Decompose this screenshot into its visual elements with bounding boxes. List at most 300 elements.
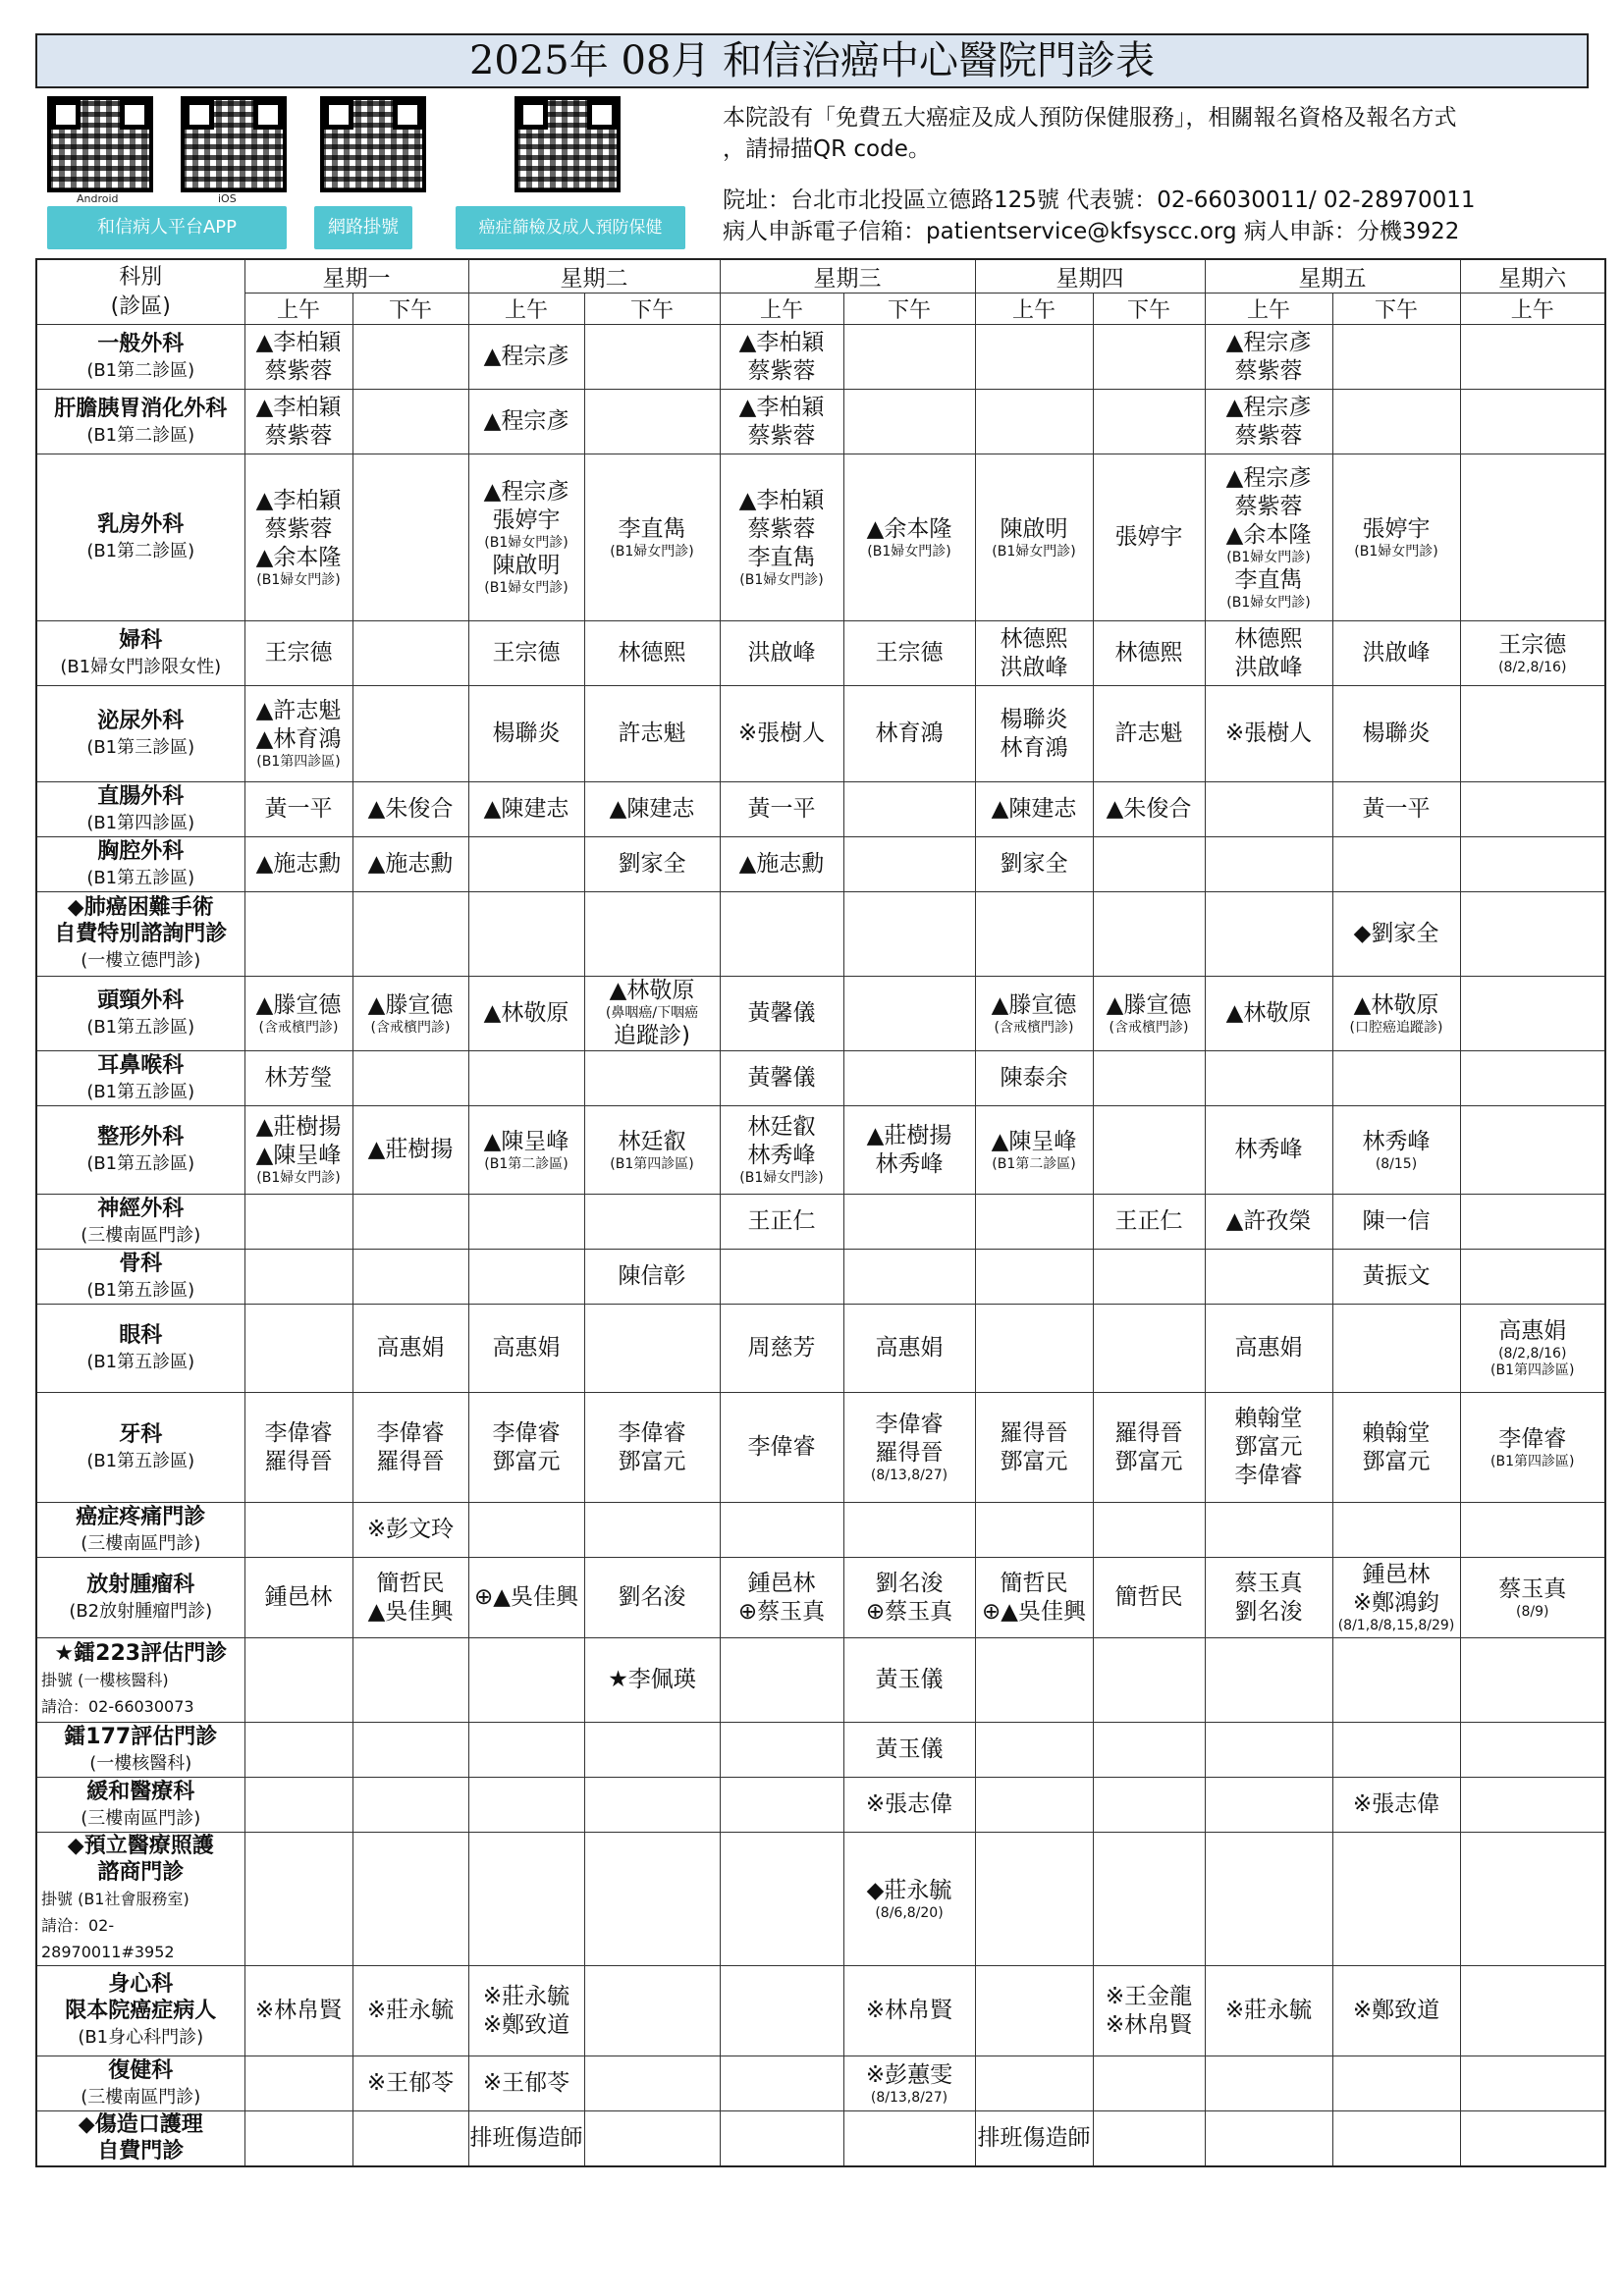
dept-name: 鐳177評估門診 (64, 1724, 218, 1749)
doctor-name: 李偉睿 (264, 1419, 333, 1446)
dept-location: (三樓南區門診) (81, 1532, 201, 1554)
doctor-name: 黃一平 (747, 796, 816, 822)
dept-name: ★鐳223評估門診 (54, 1641, 228, 1666)
doctor-name: ▲吳佳興 (367, 1598, 454, 1625)
slot-sat-am (1460, 1250, 1605, 1305)
schedule-row (36, 837, 1605, 892)
dept-name: 婦科 (119, 627, 163, 653)
doctor-name: ▲滕宣德 (1106, 991, 1192, 1018)
slot-sat-am (1460, 2056, 1605, 2111)
doctor-name: 林秀峰 (1234, 1137, 1303, 1162)
slot-thu-am (975, 2111, 1093, 2166)
doctor-name: 張婷宇 (492, 507, 561, 533)
slot-wed-am (720, 2056, 843, 2111)
slot-wed-am (720, 686, 843, 782)
schedule-row (36, 621, 1605, 686)
slot-note: (8/2,8/16) (1498, 1346, 1567, 1362)
slot-wed-pm (843, 1638, 975, 1723)
slot-fri-am (1205, 1106, 1332, 1195)
address-line: 院址：台北市北投區立德路125號 代表號：02-66030011/ 02-28970011 (723, 187, 1476, 213)
slot-fri-am (1205, 390, 1332, 454)
slot-mon-am (244, 390, 352, 454)
slot-tue-pm (584, 1966, 720, 2056)
slot-fri-am (1205, 621, 1332, 686)
slot-wed-am (720, 1250, 843, 1305)
dept-cell (36, 686, 244, 782)
slot-note: (B1第二診區) (484, 1155, 568, 1172)
doctor-name: ⊕蔡玉真 (865, 1598, 953, 1625)
doctor-name: ▲許志魁 (255, 698, 342, 723)
slot-tue-am (468, 1393, 584, 1503)
slot-mon-am (244, 621, 352, 686)
doctor-name: ▲程宗彥 (1225, 464, 1312, 491)
slot-tue-pm (584, 2111, 720, 2166)
slot-thu-am (975, 1778, 1093, 1833)
slot-fri-pm (1332, 390, 1460, 454)
slot-thu-am (975, 892, 1093, 977)
slot-wed-pm (843, 1778, 975, 1833)
slot-mon-am (244, 1106, 352, 1195)
slot-tue-pm (584, 2056, 720, 2111)
slot-tue-am (468, 782, 584, 837)
slot-note: (含戒檳門診) (258, 1019, 339, 1036)
dept-location: (B1第五診區) (86, 867, 195, 888)
doctor-name: 高惠娟 (492, 1335, 561, 1361)
doctor-name: 賴翰堂 (1234, 1406, 1303, 1431)
dept-name: 直腸外科 (97, 783, 185, 809)
doctor-name: 鄧富元 (492, 1448, 561, 1474)
schedule-row (36, 1638, 1605, 1723)
doctor-name: 林德熙 (1114, 640, 1183, 666)
slot-tue-pm (584, 1250, 720, 1305)
slot-wed-am (720, 1638, 843, 1723)
slot-thu-am (975, 1250, 1093, 1305)
slot-tue-am (468, 1833, 584, 1966)
doctor-name: ※張志偉 (1352, 1791, 1440, 1817)
dept-cell (36, 1250, 244, 1305)
slot-mon-pm (352, 325, 468, 390)
slot-tue-pm (584, 977, 720, 1051)
doctor-name: 排班傷造師 (977, 2124, 1091, 2151)
doctor-name: 林芳瑩 (264, 1065, 333, 1091)
slot-tue-am (468, 1250, 584, 1305)
doctor-name: ▲陳呈峰 (255, 1143, 342, 1168)
page-header (35, 88, 1589, 258)
slot-wed-am (720, 977, 843, 1051)
slot-fri-pm (1332, 454, 1460, 621)
dept-name: ◆傷造口護理 (78, 2112, 203, 2138)
doctor-name: ▲莊樹揚 (255, 1114, 342, 1140)
slot-thu-pm (1093, 1778, 1205, 1833)
doctor-name: 蔡紫蓉 (264, 357, 333, 384)
doctor-name: ※林帛賢 (1105, 2011, 1193, 2038)
dept-name: 頭頸外科 (97, 988, 185, 1013)
patient-app-button[interactable]: 和信病人平台APP (47, 206, 287, 249)
doctor-name: ▲李柏穎 (738, 329, 825, 355)
dept-cell (36, 1778, 244, 1833)
doctor-name: ▲莊樹揚 (866, 1122, 952, 1148)
slot-thu-pm (1093, 1393, 1205, 1503)
slot-mon-pm (352, 1966, 468, 2056)
dept-location: 請洽：02-28970011#3952 (41, 1916, 175, 1961)
slot-mon-pm (352, 837, 468, 892)
doctor-name: ▲林敬原 (483, 1000, 569, 1026)
slot-sat-am (1460, 1778, 1605, 1833)
dept-location: (B1身心科門診) (78, 2027, 204, 2048)
doctor-name: ▲程宗彥 (1225, 394, 1312, 420)
doctor-name: 王宗德 (1498, 631, 1567, 658)
slot-note: (口腔癌追蹤診) (1349, 1019, 1443, 1036)
slot-fri-am (1205, 1778, 1332, 1833)
dept-name: 胸腔外科 (97, 838, 185, 864)
slot-tue-pm (584, 390, 720, 454)
dept-name: 身心科 (108, 1972, 174, 1997)
dept-location: (一樓立德門診) (81, 950, 201, 971)
doctor-name: 蔡紫蓉 (264, 422, 333, 449)
doctor-name: 洪啟峰 (1234, 654, 1303, 680)
slot-fri-pm (1332, 1250, 1460, 1305)
slot-wed-pm (843, 2111, 975, 2166)
slot-note: (8/13,8/27) (870, 1468, 948, 1483)
slot-fri-pm (1332, 837, 1460, 892)
dept-cell (36, 325, 244, 390)
slot-note: (B1婦女門診) (484, 535, 568, 551)
slot-note: (B1第二診區) (992, 1155, 1076, 1172)
doctor-name: ⊕▲吳佳興 (982, 1598, 1086, 1625)
slot-mon-pm (352, 454, 468, 621)
slot-fri-am (1205, 686, 1332, 782)
android-app-qr-code[interactable] (47, 96, 153, 192)
doctor-name: 黃馨儀 (747, 1065, 816, 1091)
slot-fri-am (1205, 782, 1332, 837)
dept-location: 掛號 (一樓核醫科) (41, 1671, 169, 1689)
slot-tue-pm (584, 837, 720, 892)
slot-thu-am (975, 1966, 1093, 2056)
dept-location: (B1第五診區) (86, 1081, 195, 1102)
slot-mon-pm (352, 2056, 468, 2111)
slot-fri-pm (1332, 1393, 1460, 1503)
slot-tue-pm (584, 1305, 720, 1393)
slot-thu-am (975, 1195, 1093, 1250)
doctor-name: 簡哲民 (1000, 1570, 1068, 1596)
doctor-name: 蔡紫蓉 (747, 515, 816, 542)
doctor-name: ◆劉家全 (1353, 921, 1439, 946)
slot-note: (8/9) (1516, 1603, 1549, 1620)
cancer-screening-qr-code[interactable] (514, 96, 621, 192)
slot-note: (B1婦女門診) (739, 571, 824, 588)
doctor-name: ▲林育鴻 (255, 726, 342, 752)
doctor-name: 許志魁 (1114, 721, 1183, 746)
dept-location: (B1第五診區) (86, 1279, 195, 1301)
dept-name: ◆預立醫療照護 (67, 1834, 214, 1858)
slot-wed-am (720, 1305, 843, 1393)
slot-wed-pm (843, 1966, 975, 2056)
dept-cell (36, 1195, 244, 1250)
slot-mon-pm (352, 621, 468, 686)
slot-tue-pm (584, 454, 720, 621)
slot-thu-am (975, 1051, 1093, 1106)
doctor-name: 鄧富元 (1000, 1448, 1068, 1474)
slot-tue-am (468, 1638, 584, 1723)
dept-location: (B1第二診區) (86, 540, 195, 561)
notice-line-2: ，請掃描QR code。 (723, 136, 931, 162)
slot-fri-am (1205, 2111, 1332, 2166)
doctor-name: 蔡紫蓉 (1234, 357, 1303, 384)
slot-wed-pm (843, 782, 975, 837)
online-registration-qr-code[interactable] (320, 96, 426, 192)
doctor-name: 李直雋 (1234, 566, 1303, 593)
doctor-name: ▲余本隆 (1225, 521, 1312, 548)
notice-line-1: 本院設有「免費五大癌症及成人預防保健服務」，相關報名資格及報名方式 (723, 105, 1457, 131)
slot-fri-pm (1332, 1778, 1460, 1833)
dept-location: (B1第五診區) (86, 1450, 195, 1471)
day-header-thu: 星期四 (975, 259, 1205, 294)
doctor-name: ▲滕宣德 (255, 991, 342, 1018)
dept-location: (B1第三診區) (86, 736, 195, 758)
slot-mon-am (244, 1393, 352, 1503)
schedule-row (36, 325, 1605, 390)
slot-sat-am (1460, 621, 1605, 686)
doctor-name: ▲陳建志 (991, 796, 1077, 822)
am-header: 上午 (720, 294, 843, 325)
pm-header: 下午 (1332, 294, 1460, 325)
slot-tue-am (468, 1723, 584, 1778)
slot-tue-am (468, 686, 584, 782)
slot-wed-am (720, 1833, 843, 1966)
slot-wed-pm (843, 1195, 975, 1250)
schedule-row (36, 454, 1605, 621)
slot-thu-am (975, 325, 1093, 390)
slot-mon-am (244, 454, 352, 621)
slot-sat-am (1460, 1503, 1605, 1558)
doctor-name: ▲程宗彥 (483, 479, 569, 505)
doctor-name: 羅得晉 (264, 1448, 333, 1474)
slot-wed-am (720, 454, 843, 621)
doctor-name: 李偉睿 (492, 1419, 561, 1446)
slot-fri-am (1205, 1305, 1332, 1393)
slot-thu-am (975, 837, 1093, 892)
dept-cell (36, 2111, 244, 2166)
doctor-name: 蔡紫蓉 (1234, 422, 1303, 449)
slot-wed-pm (843, 1106, 975, 1195)
doctor-name: ※張樹人 (737, 721, 826, 746)
dept-name: 肝膽胰胃消化外科 (54, 396, 228, 421)
slot-wed-pm (843, 1503, 975, 1558)
dept-name: 泌尿外科 (97, 708, 185, 733)
dept-cell (36, 782, 244, 837)
dept-name: 癌症疼痛門診 (76, 1504, 206, 1529)
cancer-screening-button[interactable]: 癌症篩檢及成人預防保健 (456, 206, 685, 249)
dept-location: (一樓核醫科) (89, 1752, 192, 1774)
slot-sat-am (1460, 892, 1605, 977)
doctor-name: 李偉睿 (618, 1419, 686, 1446)
slot-thu-pm (1093, 2056, 1205, 2111)
doctor-name: 蔡紫蓉 (264, 515, 333, 542)
doctor-name: 陳啟明 (1000, 515, 1068, 542)
doctor-name: ▲林敬原 (1353, 991, 1439, 1018)
slot-wed-pm (843, 977, 975, 1051)
ios-app-qr-code[interactable] (181, 96, 287, 192)
dept-name: 神經外科 (97, 1196, 185, 1221)
doctor-name: ▲程宗彥 (483, 344, 569, 369)
dept-location: 掛號 (B1社會服務室) (41, 1890, 189, 1908)
dept-cell (36, 1051, 244, 1106)
dept-location: (B1第四診區) (86, 812, 195, 833)
doctor-name: ※莊永毓 (366, 1998, 455, 2023)
doctor-name: 陳一信 (1362, 1208, 1431, 1234)
dept-cell (36, 390, 244, 454)
slot-sat-am (1460, 1305, 1605, 1393)
slot-wed-pm (843, 2056, 975, 2111)
doctor-name: ※莊永毓 (1224, 1998, 1313, 2023)
doctor-name: 鍾邑林 (264, 1584, 333, 1610)
slot-sat-am (1460, 782, 1605, 837)
slot-tue-am (468, 977, 584, 1051)
slot-mon-pm (352, 1305, 468, 1393)
slot-thu-pm (1093, 1966, 1205, 2056)
dept-name: 放射腫瘤科 (86, 1572, 195, 1597)
doctor-name: 林秀峰 (1362, 1128, 1431, 1154)
slot-thu-am (975, 1723, 1093, 1778)
doctor-name: 黃一平 (264, 796, 333, 822)
slot-thu-pm (1093, 1503, 1205, 1558)
slot-fri-am (1205, 325, 1332, 390)
doctor-name: ▲余本隆 (255, 544, 342, 570)
slot-tue-pm (584, 1195, 720, 1250)
doctor-name: 林秀峰 (875, 1150, 944, 1177)
slot-note: (8/13,8/27) (870, 2089, 948, 2106)
slot-thu-am (975, 621, 1093, 686)
slot-sat-am (1460, 1833, 1605, 1966)
slot-sat-am (1460, 1393, 1605, 1503)
slot-fri-pm (1332, 1051, 1460, 1106)
doctor-name: 楊聯炎 (1000, 706, 1068, 732)
slot-tue-am (468, 837, 584, 892)
dept-location: (B2放射腫瘤門診) (69, 1600, 213, 1622)
slot-sat-am (1460, 454, 1605, 621)
doctor-name: 陳泰余 (1000, 1065, 1068, 1091)
doctor-name: ※鄭致道 (1352, 1998, 1440, 2023)
doctor-name: 高惠娟 (376, 1335, 445, 1361)
schedule-row (36, 1966, 1605, 2056)
slot-wed-am (720, 782, 843, 837)
doctor-name: 張婷宇 (1362, 515, 1431, 542)
slot-sat-am (1460, 1558, 1605, 1638)
pm-header: 下午 (843, 294, 975, 325)
doctor-name: 蔡玉真 (1234, 1570, 1303, 1596)
slot-wed-am (720, 1195, 843, 1250)
clinic-schedule-table (35, 258, 1606, 2167)
doctor-name: 王宗德 (264, 640, 333, 666)
dept-cell (36, 1833, 244, 1966)
slot-thu-pm (1093, 1106, 1205, 1195)
slot-note: (B1婦女門診) (992, 543, 1076, 560)
slot-thu-pm (1093, 1723, 1205, 1778)
slot-mon-am (244, 892, 352, 977)
doctor-name: ▲施志勳 (367, 851, 454, 877)
slot-mon-pm (352, 1195, 468, 1250)
doctor-name: 賴翰堂 (1362, 1419, 1431, 1446)
slot-note: (B1婦女門診) (256, 1170, 341, 1186)
doctor-name: ★李佩瑛 (608, 1667, 696, 1692)
am-header: 上午 (244, 294, 352, 325)
slot-thu-pm (1093, 2111, 1205, 2166)
slot-wed-am (720, 1503, 843, 1558)
online-registration-button[interactable]: 網路掛號 (314, 206, 412, 249)
day-header-fri: 星期五 (1205, 259, 1460, 294)
slot-mon-pm (352, 1250, 468, 1305)
doctor-name: 簡哲民 (376, 1570, 445, 1596)
dept-name: 耳鼻喉科 (97, 1052, 185, 1078)
schedule-row (36, 1778, 1605, 1833)
slot-thu-pm (1093, 1195, 1205, 1250)
day-header-mon: 星期一 (244, 259, 468, 294)
slot-mon-am (244, 1638, 352, 1723)
slot-fri-pm (1332, 892, 1460, 977)
doctor-name: ▲余本隆 (866, 515, 952, 542)
doctor-name: 周慈芳 (747, 1335, 816, 1361)
slot-mon-am (244, 1051, 352, 1106)
schedule-row (36, 390, 1605, 454)
slot-wed-pm (843, 892, 975, 977)
am-header: 上午 (1460, 294, 1605, 325)
doctor-name: 羅得晉 (1000, 1419, 1068, 1446)
doctor-name: 楊聯炎 (1362, 721, 1431, 746)
slot-fri-am (1205, 1833, 1332, 1966)
doctor-name: 追蹤診) (614, 1023, 690, 1048)
slot-tue-am (468, 1558, 584, 1638)
slot-tue-am (468, 454, 584, 621)
dept-name: ◆肺癌困難手術 (67, 895, 214, 920)
slot-tue-am (468, 1778, 584, 1833)
slot-thu-pm (1093, 1638, 1205, 1723)
doctor-name: 劉名浚 (1234, 1598, 1303, 1625)
doctor-name: 林廷叡 (618, 1128, 686, 1154)
slot-mon-pm (352, 782, 468, 837)
doctor-name: 劉家全 (618, 851, 686, 877)
slot-note: (B1第四診區) (256, 754, 341, 770)
doctor-name: ▲李柏穎 (255, 487, 342, 513)
slot-thu-pm (1093, 977, 1205, 1051)
slot-mon-pm (352, 1503, 468, 1558)
doctor-name: ▲滕宣德 (991, 991, 1077, 1018)
day-header-sat: 星期六 (1460, 259, 1605, 294)
slot-tue-pm (584, 686, 720, 782)
slot-fri-pm (1332, 1833, 1460, 1966)
am-header: 上午 (468, 294, 584, 325)
doctor-name: ▲施志勳 (255, 851, 342, 877)
slot-wed-pm (843, 1393, 975, 1503)
doctor-name: ※林帛賢 (254, 1998, 343, 2023)
slot-mon-pm (352, 1051, 468, 1106)
slot-note: (B1婦女門診) (484, 580, 568, 596)
slot-note: (鼻咽癌/下咽癌 (605, 1005, 699, 1021)
doctor-name: 羅得晉 (875, 1440, 944, 1466)
doctor-name: ▲朱俊合 (367, 796, 454, 822)
slot-wed-pm (843, 1250, 975, 1305)
doctor-name: 林廷叡 (747, 1114, 816, 1140)
schedule-row (36, 1195, 1605, 1250)
slot-thu-pm (1093, 686, 1205, 782)
slot-tue-am (468, 892, 584, 977)
doctor-name: 李直雋 (747, 544, 816, 570)
schedule-row (36, 1305, 1605, 1393)
dept-location: (B1第五診區) (86, 1152, 195, 1174)
slot-sat-am (1460, 325, 1605, 390)
slot-wed-pm (843, 1305, 975, 1393)
slot-fri-am (1205, 1250, 1332, 1305)
doctor-name: 洪啟峰 (1362, 640, 1431, 666)
